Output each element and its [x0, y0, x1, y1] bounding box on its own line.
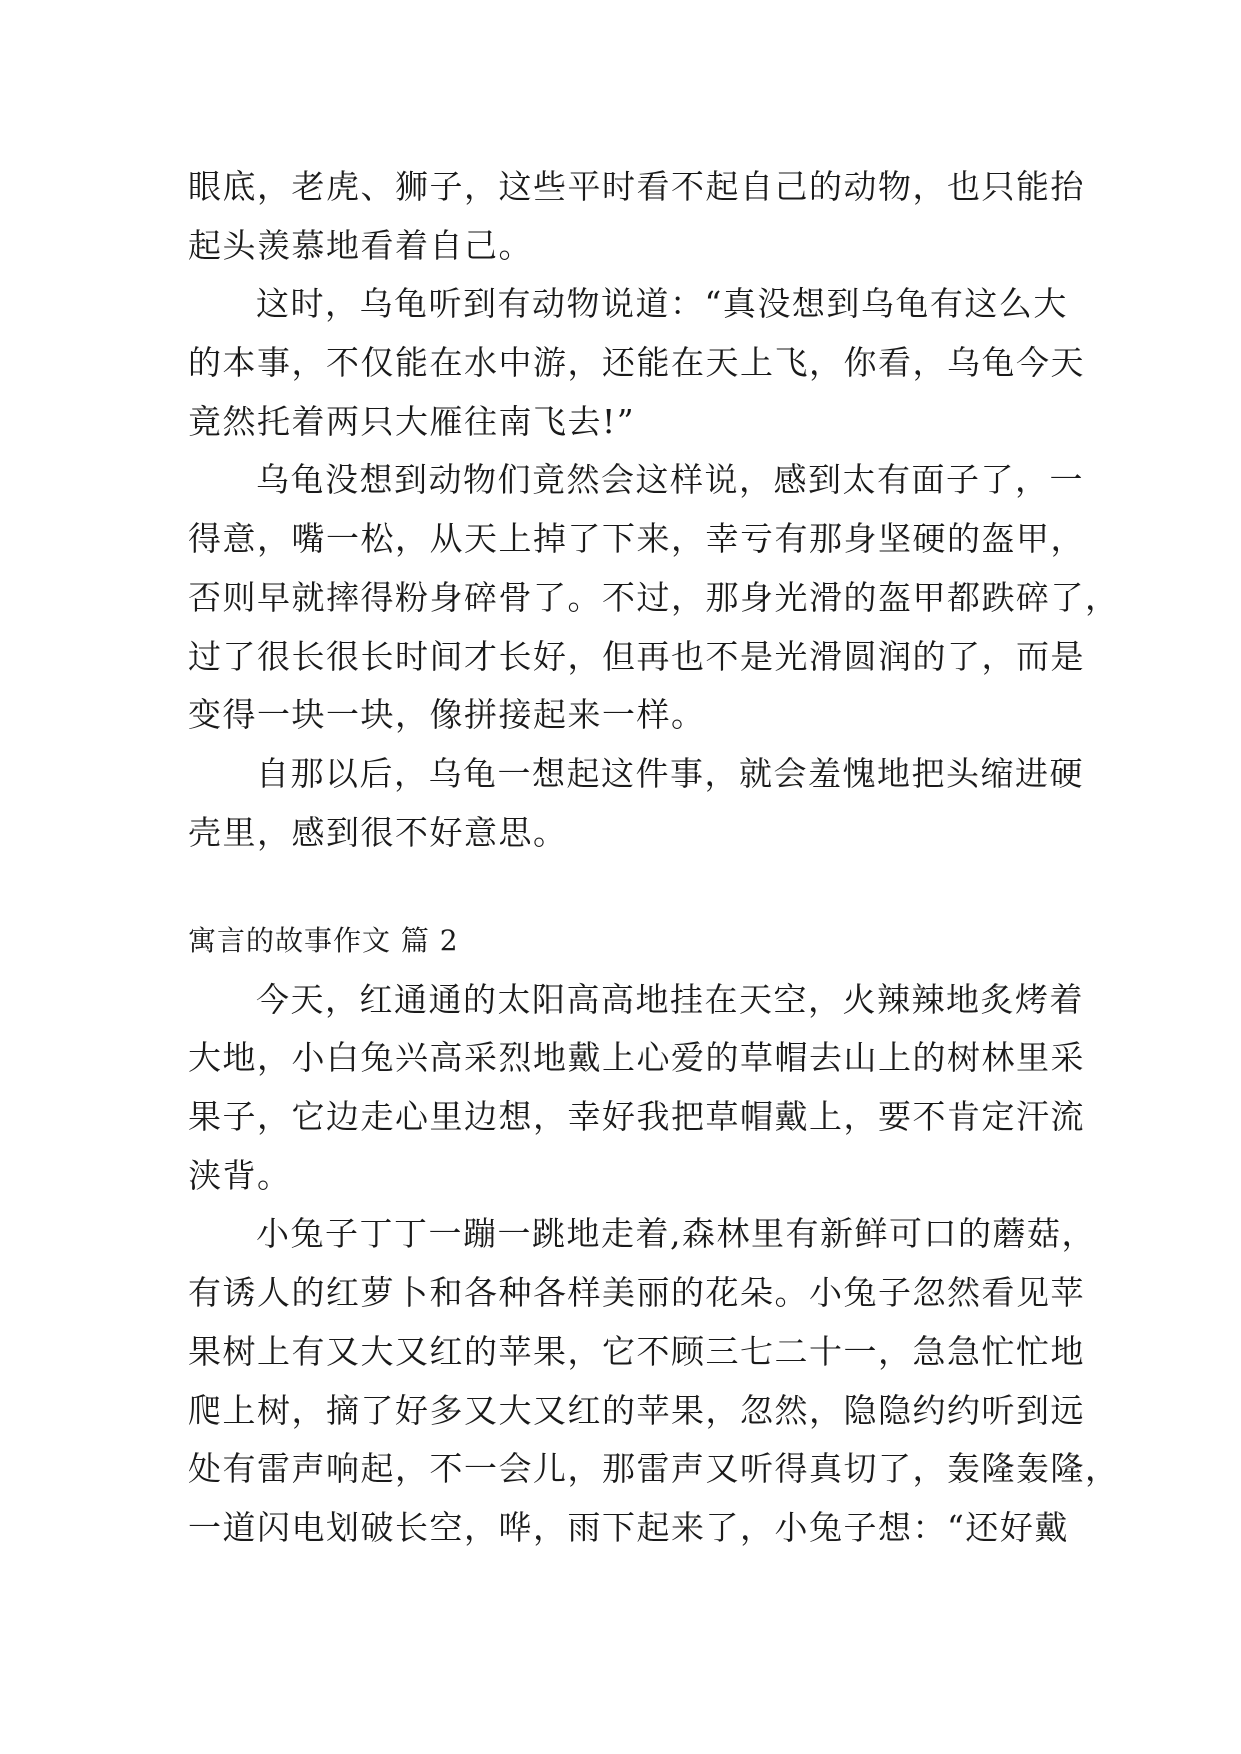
- text-line: 变得一块一块，像拼接起来一样。: [188, 695, 706, 735]
- paragraph-start-line: 这时，乌龟听到有动物说道：“真没想到乌龟有这么大: [256, 284, 1068, 324]
- text-line: 起头羡慕地看着自己。: [188, 225, 533, 265]
- text-line: 眼底，老虎、狮子，这些平时看不起自己的动物，也只能抬: [188, 167, 1085, 206]
- text-line: 浃背。: [188, 1155, 292, 1195]
- paragraph-start-line: 自那以后，乌龟一想起这件事，就会羞愧地把头缩进硬: [256, 753, 1084, 793]
- paragraph-start-line: 乌龟没想到动物们竟然会这样说，感到太有面子了，一: [256, 460, 1084, 500]
- story-section-2: [188, 912, 1120, 1558]
- text-line: 果树上有又大又红的苹果，它不顾三七二十一，急急忙忙地: [188, 1331, 1085, 1371]
- text-line: 一道闪电划破长空，哗，雨下起来了，小兔子想：“还好戴: [188, 1507, 1069, 1547]
- text-line: 竟然托着两只大雁往南飞去!”: [188, 401, 636, 441]
- story-continuation: [188, 158, 1120, 862]
- text-line: 果子，它边走心里边想，幸好我把草帽戴上，要不肯定汗流: [188, 1097, 1085, 1137]
- text-line: 壳里，感到很不好意思。: [188, 812, 568, 852]
- text-line: 的本事，不仅能在水中游，还能在天上飞，你看，乌龟今天: [188, 343, 1085, 383]
- paragraph-start-line: 今天，红通通的太阳高高地挂在天空，火辣辣地炙烤着: [256, 979, 1084, 1019]
- section-heading: 寓言的故事作文 篇 2: [188, 924, 459, 957]
- text-line: 处有雷声响起，不一会儿，那雷声又听得真切了，轰隆轰隆，: [188, 1449, 1120, 1489]
- text-line: 爬上树，摘了好多又大又红的苹果，忽然，隐隐约约听到远: [188, 1390, 1085, 1430]
- text-line: 大地，小白兔兴高采烈地戴上心爱的草帽去山上的树林里采: [188, 1038, 1085, 1078]
- text-line: 否则早就摔得粉身碎骨了。不过，那身光滑的盔甲都跌碎了，: [188, 577, 1120, 617]
- text-line: 得意，嘴一松，从天上掉了下来，幸亏有那身坚硬的盔甲，: [188, 519, 1085, 559]
- text-line: 过了很长很长时间才长好，但再也不是光滑圆润的了，而是: [188, 636, 1085, 676]
- paragraph-start-line: 小兔子丁丁一蹦一跳地走着,森林里有新鲜可口的蘑菇，: [256, 1214, 1096, 1254]
- text-line: 有诱人的红萝卜和各种各样美丽的花朵。小兔子忽然看见苹: [188, 1273, 1085, 1313]
